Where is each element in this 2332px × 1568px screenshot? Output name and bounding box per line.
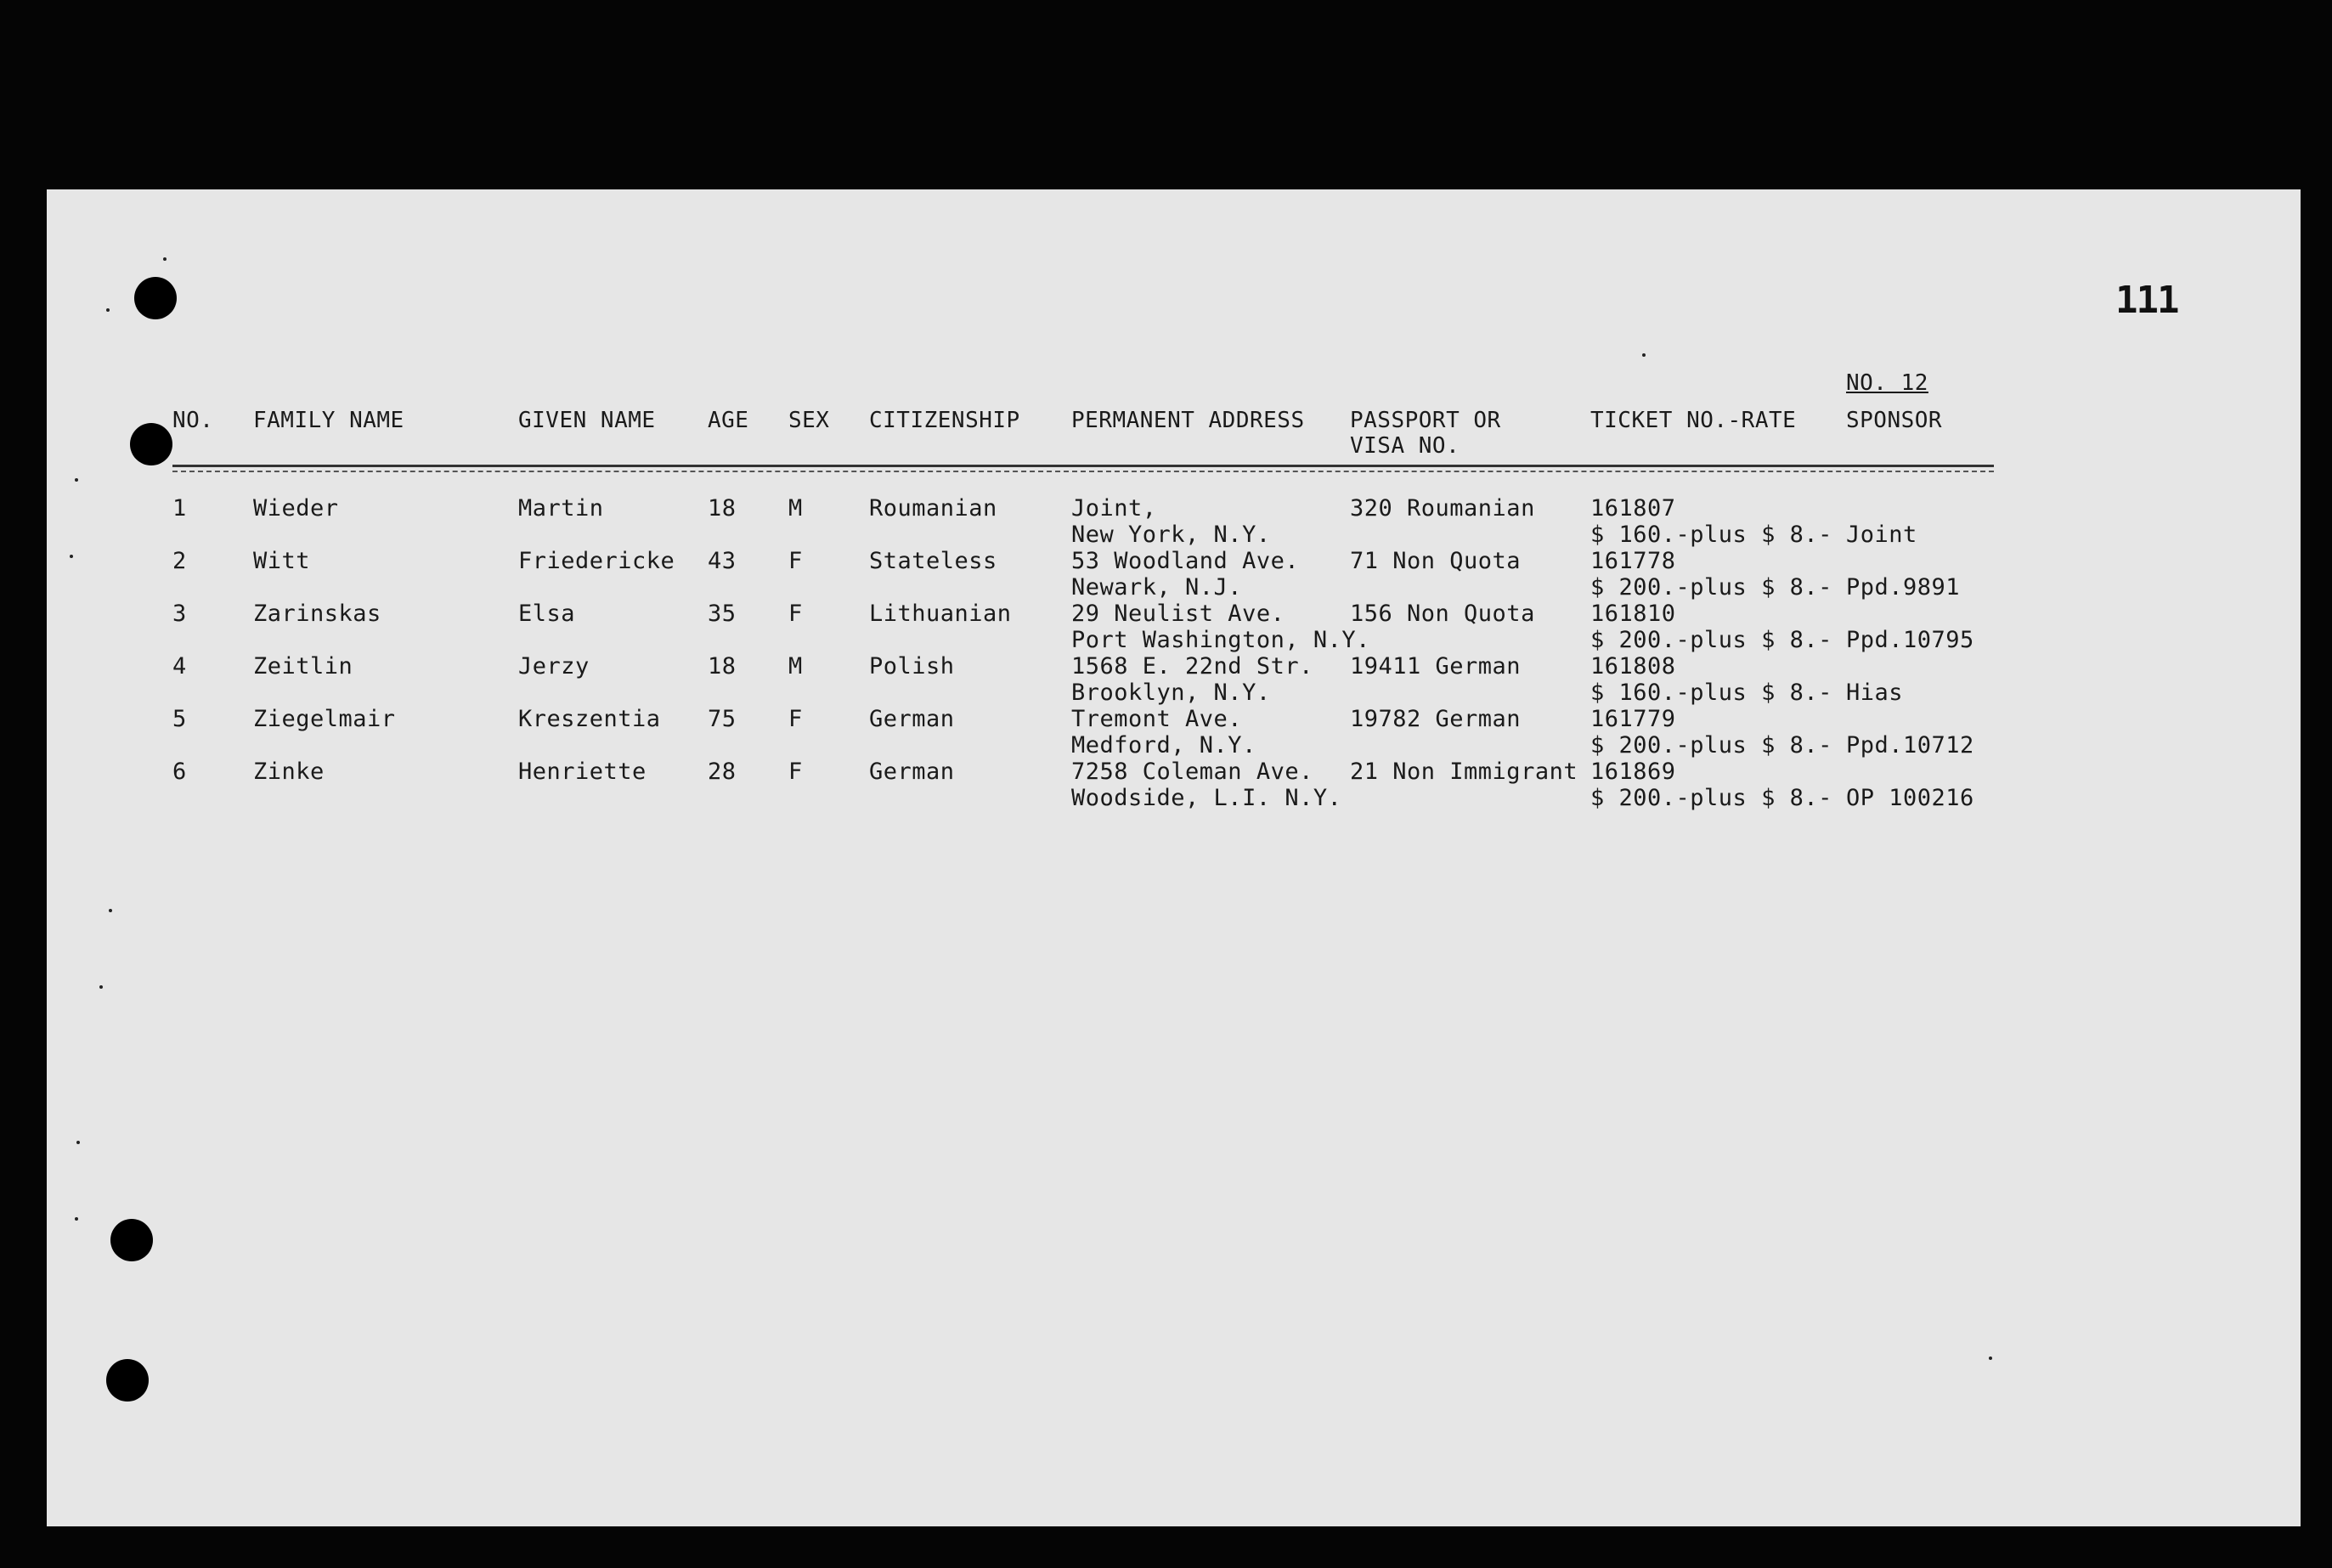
citizenship: Stateless — [869, 548, 997, 574]
sex: F — [788, 706, 803, 732]
address-line-2: Newark, N.J. — [1071, 574, 1243, 601]
col-header-family-name: FAMILY NAME — [253, 408, 404, 433]
given-name: Friedericke — [518, 548, 675, 574]
sponsor: OP 100216 — [1846, 785, 1974, 811]
table-row-no: 6 — [172, 759, 187, 785]
col-header-no: NO. — [172, 408, 214, 433]
age: 75 — [708, 706, 737, 732]
ticket-number: 161869 — [1590, 759, 1676, 785]
col-header-sponsor: SPONSOR — [1846, 408, 1943, 433]
punch-hole — [134, 277, 177, 319]
address-line-1: Joint, — [1071, 495, 1157, 522]
col-header-ticket: TICKET NO.-RATE — [1590, 408, 1797, 433]
sponsor: Ppd.10712 — [1846, 732, 1974, 759]
speck — [106, 308, 110, 312]
ticket-number: 161807 — [1590, 495, 1676, 522]
ticket-rate: $ 200.-plus $ 8.- — [1590, 732, 1832, 759]
passport-visa: 19411 German — [1350, 653, 1522, 680]
address-line-2: New York, N.Y. — [1071, 522, 1271, 548]
punch-hole — [130, 423, 172, 465]
ticket-rate: $ 160.-plus $ 8.- — [1590, 522, 1832, 548]
speck — [76, 1141, 80, 1144]
ticket-number: 161778 — [1590, 548, 1676, 574]
ticket-number: 161810 — [1590, 601, 1676, 627]
passport-visa: 71 Non Quota — [1350, 548, 1522, 574]
table-row-no: 4 — [172, 653, 187, 680]
family-name: Wieder — [253, 495, 339, 522]
table-row-no: 3 — [172, 601, 187, 627]
speck — [109, 909, 112, 912]
ticket-rate: $ 200.-plus $ 8.- — [1590, 627, 1832, 653]
sponsor: Joint — [1846, 522, 1917, 548]
header-rule-dashed — [172, 471, 1994, 472]
speck — [75, 478, 78, 482]
passport-visa: 156 Non Quota — [1350, 601, 1535, 627]
ticket-rate: $ 200.-plus $ 8.- — [1590, 574, 1832, 601]
speck — [99, 985, 103, 989]
col-header-sex: SEX — [788, 408, 830, 433]
citizenship: Lithuanian — [869, 601, 1012, 627]
col-header-citizenship: CITIZENSHIP — [869, 408, 1020, 433]
header-rule — [172, 465, 1994, 467]
sponsor: Ppd.9891 — [1846, 574, 1961, 601]
col-header-age: AGE — [708, 408, 749, 433]
family-name: Zarinskas — [253, 601, 381, 627]
address-line-1: Tremont Ave. — [1071, 706, 1243, 732]
address-line-1: 53 Woodland Ave. — [1071, 548, 1300, 574]
family-name: Ziegelmair — [253, 706, 396, 732]
age: 18 — [708, 495, 737, 522]
ticket-number: 161808 — [1590, 653, 1676, 680]
address-line-2: Woodside, L.I. N.Y. — [1071, 785, 1342, 811]
page-number: 111 — [2115, 279, 2178, 322]
speck — [1989, 1356, 1992, 1360]
citizenship: German — [869, 759, 955, 785]
ticket-rate: $ 160.-plus $ 8.- — [1590, 680, 1832, 706]
given-name: Henriette — [518, 759, 647, 785]
address-line-2: Brooklyn, N.Y. — [1071, 680, 1271, 706]
sex: F — [788, 759, 803, 785]
address-line-1: 1568 E. 22nd Str. — [1071, 653, 1313, 680]
sponsor: Hias — [1846, 680, 1904, 706]
sex: M — [788, 495, 803, 522]
punch-hole — [106, 1359, 149, 1402]
given-name: Martin — [518, 495, 604, 522]
punch-hole — [110, 1219, 153, 1261]
col-header-passport: PASSPORT OR — [1350, 408, 1501, 433]
sponsor: Ppd.10795 — [1846, 627, 1974, 653]
citizenship: Roumanian — [869, 495, 997, 522]
sex: F — [788, 601, 803, 627]
address-line-1: 7258 Coleman Ave. — [1071, 759, 1313, 785]
table-row-no: 2 — [172, 548, 187, 574]
age: 43 — [708, 548, 737, 574]
passport-visa: 19782 German — [1350, 706, 1522, 732]
address-line-1: 29 Neulist Ave. — [1071, 601, 1285, 627]
ticket-rate: $ 200.-plus $ 8.- — [1590, 785, 1832, 811]
family-name: Zeitlin — [253, 653, 353, 680]
age: 35 — [708, 601, 737, 627]
sex: F — [788, 548, 803, 574]
age: 18 — [708, 653, 737, 680]
table-row-no: 1 — [172, 495, 187, 522]
age: 28 — [708, 759, 737, 785]
given-name: Jerzy — [518, 653, 590, 680]
address-line-2: Medford, N.Y. — [1071, 732, 1256, 759]
speck — [163, 257, 167, 261]
list-number: NO. 12 — [1846, 370, 1928, 396]
table-row-no: 5 — [172, 706, 187, 732]
citizenship: German — [869, 706, 955, 732]
col-header-address: PERMANENT ADDRESS — [1071, 408, 1305, 433]
ticket-number: 161779 — [1590, 706, 1676, 732]
family-name: Witt — [253, 548, 311, 574]
address-line-2: Port Washington, N.Y. — [1071, 627, 1370, 653]
passport-visa: 320 Roumanian — [1350, 495, 1535, 522]
manifest-sheet — [47, 189, 2301, 1526]
sex: M — [788, 653, 803, 680]
passport-visa: 21 Non Immigrant — [1350, 759, 1578, 785]
col-header-given-name: GIVEN NAME — [518, 408, 656, 433]
col-header-visa: VISA NO. — [1350, 433, 1460, 459]
family-name: Zinke — [253, 759, 325, 785]
citizenship: Polish — [869, 653, 955, 680]
given-name: Kreszentia — [518, 706, 661, 732]
speck — [1642, 353, 1646, 357]
given-name: Elsa — [518, 601, 576, 627]
speck — [70, 555, 73, 558]
speck — [75, 1217, 78, 1221]
